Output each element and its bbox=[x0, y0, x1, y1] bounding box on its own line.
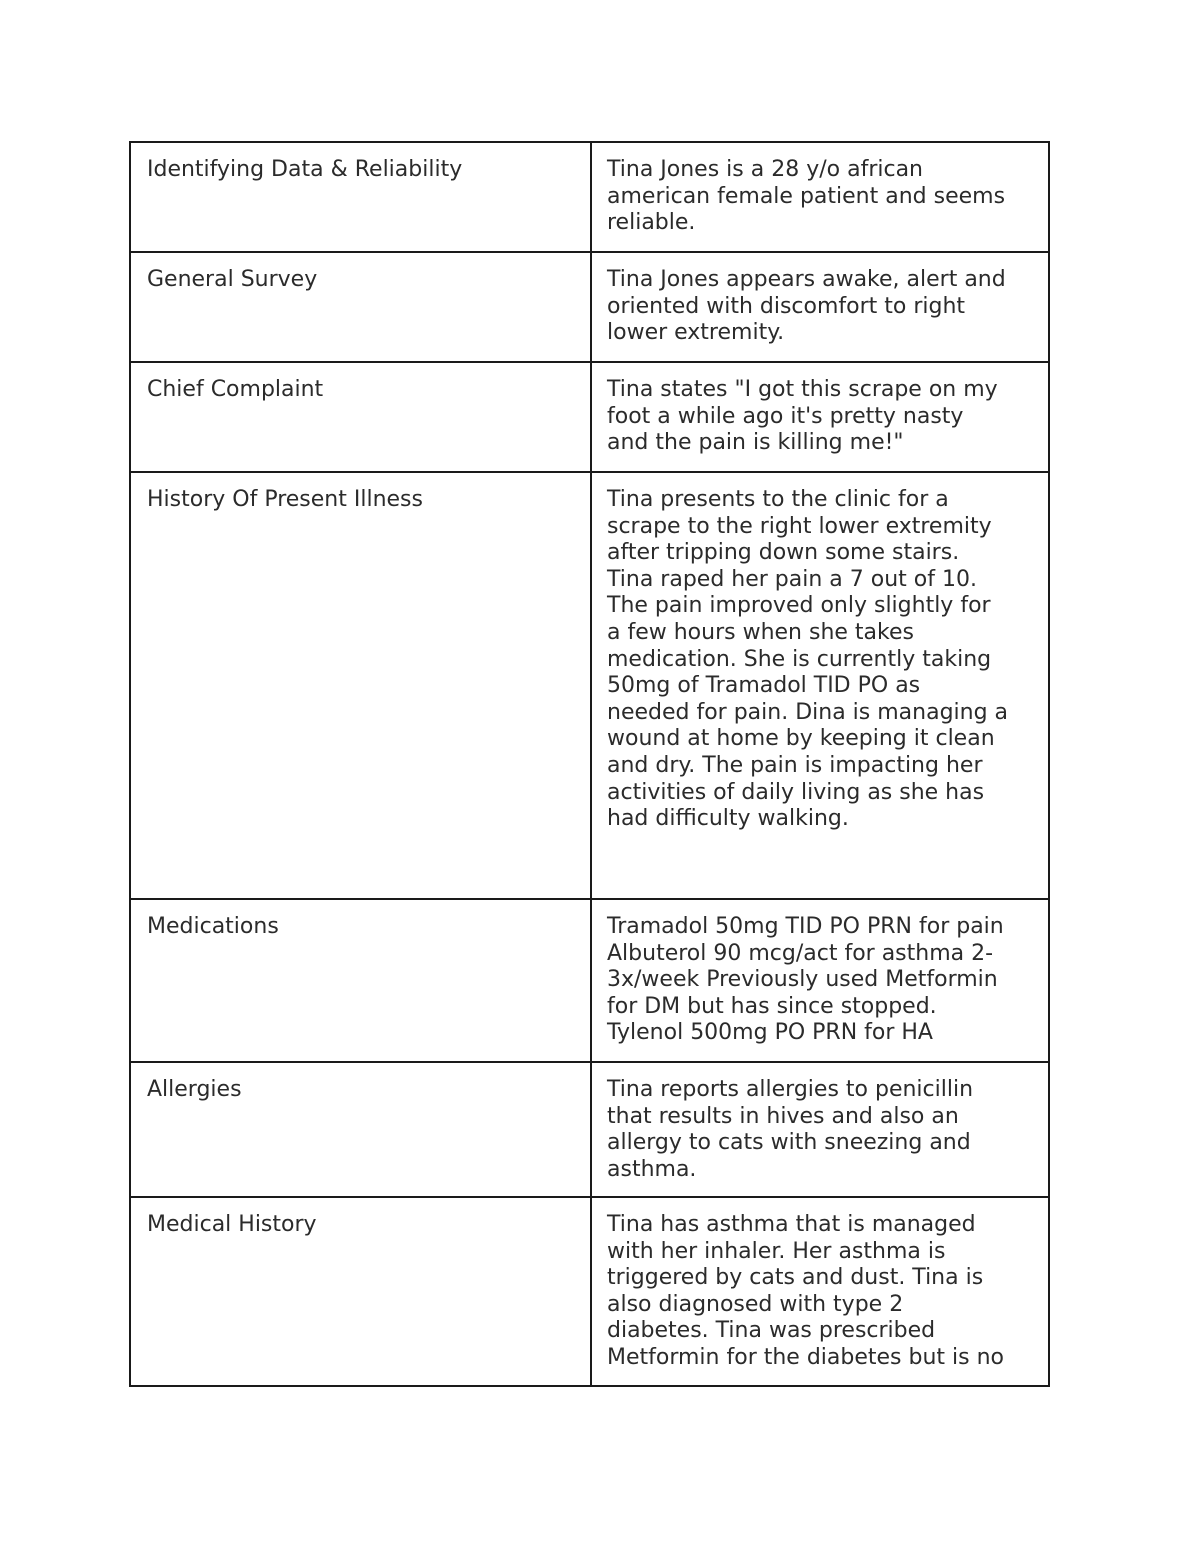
row-label: Allergies bbox=[130, 1062, 591, 1197]
table-row-general-survey bbox=[130, 252, 1049, 362]
row-value: Tina reports allergies to penicillin that results in hives and also an allergy to cats with sneezing and asthma. bbox=[591, 1062, 1049, 1197]
row-value: Tina Jones is a 28 y/o african american female patient and seems reliable. bbox=[591, 142, 1049, 252]
row-label: History Of Present Illness bbox=[130, 472, 591, 899]
table-row-medical-history bbox=[130, 1197, 1049, 1386]
assessment-table bbox=[129, 141, 1050, 1387]
row-value: Tina has asthma that is managed with her inhaler. Her asthma is triggered by cats and dust. Tina is also diagnosed with type 2 diabetes. Tina was prescribed Metformin for the diabetes but is no bbox=[591, 1197, 1049, 1386]
table-row-identifying-data bbox=[130, 142, 1049, 252]
table-row-medications bbox=[130, 899, 1049, 1062]
table-row-history-present-illness bbox=[130, 472, 1049, 899]
row-label: Medications bbox=[130, 899, 591, 1062]
row-value: Tramadol 50mg TID PO PRN for pain Albuterol 90 mcg/act for asthma 2- 3x/week Previously used Metformin for DM but has since stopped. Tylenol 500mg PO PRN for HA bbox=[591, 899, 1049, 1062]
row-label: Chief Complaint bbox=[130, 362, 591, 472]
row-label: Identifying Data & Reliability bbox=[130, 142, 591, 252]
table-row-chief-complaint bbox=[130, 362, 1049, 472]
row-label: Medical History bbox=[130, 1197, 591, 1386]
table-row-allergies bbox=[130, 1062, 1049, 1197]
row-label: General Survey bbox=[130, 252, 591, 362]
row-value: Tina presents to the clinic for a scrape to the right lower extremity after tripping down some stairs. Tina raped her pain a 7 out of 10. The pain improved only slightly for a few hours when she takes medication. She is currently taking 50mg of Tramadol TID PO as needed for pain. Dina is managing a wound at home by keeping it clean and dry. The pain is impacting her activities of daily living as she has had difficulty walking. bbox=[591, 472, 1049, 899]
row-value: Tina states "I got this scrape on my foot a while ago it's pretty nasty and the pain is killing me!" bbox=[591, 362, 1049, 472]
row-value: Tina Jones appears awake, alert and oriented with discomfort to right lower extremity. bbox=[591, 252, 1049, 362]
